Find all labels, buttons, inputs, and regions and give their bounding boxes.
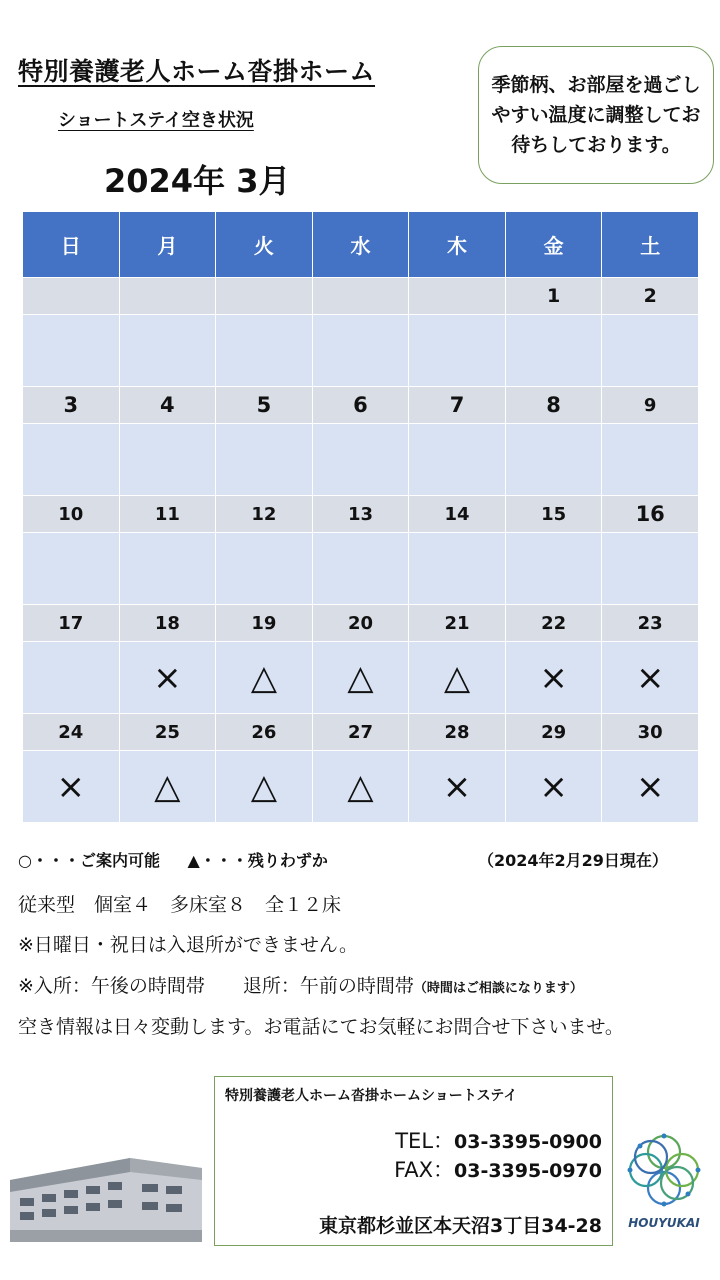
as-of-date: （2024年2月29日現在） [478,851,668,870]
day-cell: 11 [119,496,216,533]
day-cell: 26 [216,714,313,751]
facility-name: 特別養護老人ホーム沓掛ホームショートステイ [225,1088,518,1104]
page-subtitle: ショートステイ空き状況 [58,110,254,131]
day-cell: 6 [312,387,409,424]
day-cell: 23 [602,605,699,642]
status-cell [23,642,120,714]
building-photo [10,1150,202,1242]
address: 東京都杉並区本天沼3丁目34-28 [319,1215,602,1237]
week-3-status [23,533,699,605]
week-5-days [23,714,699,751]
time-note-small: （時間はご相談になります） [413,981,583,996]
status-cell [119,424,216,496]
status-cell [23,315,120,387]
day-cell: 30 [602,714,699,751]
day-cell: 29 [505,714,602,751]
status-cell [505,424,602,496]
day-cell: 12 [216,496,313,533]
calendar-month: 2024年 3月 [104,162,291,200]
day-cell: 28 [409,714,506,751]
status-cell: × [602,642,699,714]
status-cell [119,533,216,605]
week-3-days [23,496,699,533]
day-cell: 7 [409,387,506,424]
day-cell: 19 [216,605,313,642]
status-cell: × [602,751,699,823]
contact-box [214,1076,613,1246]
status-cell [409,424,506,496]
day-cell [216,278,313,315]
tel-label: TEL： [395,1129,455,1153]
day-cell [119,278,216,315]
status-cell [602,315,699,387]
day-cell [23,278,120,315]
week-4-status [23,642,699,714]
status-cell [505,315,602,387]
day-cell: 15 [505,496,602,533]
week-5-status [23,751,699,823]
day-cell [312,278,409,315]
room-info: 従来型 個室４ 多床室８ 全１２床 [18,894,342,916]
status-cell [312,424,409,496]
status-cell [409,533,506,605]
day-cell: 24 [23,714,120,751]
status-cell: △ [216,642,313,714]
week-1-status [23,315,699,387]
day-cell: 22 [505,605,602,642]
fax-number: 03-3395-0970 [454,1160,602,1182]
status-cell [602,533,699,605]
inquiry-note: 空き情報は日々変動します。お電話にてお気軽にお問合せ下さいませ。 [18,1016,624,1038]
logo-text: HOUYUKAI [628,1216,700,1230]
weekday-mon: 月 [119,212,216,278]
day-cell: 1 [505,278,602,315]
status-cell [119,315,216,387]
day-cell: 2 [602,278,699,315]
status-cell: △ [312,642,409,714]
status-cell: × [409,751,506,823]
status-cell: × [505,642,602,714]
fax-label: FAX： [394,1158,455,1182]
status-cell: × [119,642,216,714]
day-cell: 18 [119,605,216,642]
day-cell: 16 [602,496,699,533]
weekday-fri: 金 [505,212,602,278]
day-cell: 17 [23,605,120,642]
legend-available: ○・・・ご案内可能 [18,851,160,870]
time-note-main: ※入所：午後の時間帯 退所：午前の時間帯 [18,975,414,997]
legend-few: ▲・・・残りわずか [187,851,328,870]
fax-line [394,1154,602,1184]
availability-calendar [22,211,699,823]
legend [18,848,350,871]
status-cell: △ [216,751,313,823]
status-cell [216,533,313,605]
status-cell [216,424,313,496]
week-2-status [23,424,699,496]
houyukai-logo-icon [624,1130,704,1210]
status-cell [23,424,120,496]
weekday-sun: 日 [23,212,120,278]
status-cell [312,315,409,387]
day-cell: 5 [216,387,313,424]
status-cell [409,315,506,387]
time-note [18,971,583,998]
page-title: 特別養護老人ホーム沓掛ホーム [18,57,376,86]
notice-box: 季節柄、お部屋を過ごしやすい温度に調整してお待ちしております。 [478,46,714,184]
status-cell [216,315,313,387]
day-cell: 8 [505,387,602,424]
status-cell [312,533,409,605]
weekday-header-row [23,212,699,278]
status-cell [505,533,602,605]
status-cell: × [23,751,120,823]
status-cell: △ [119,751,216,823]
weekday-sat: 土 [602,212,699,278]
status-cell [23,533,120,605]
day-cell: 20 [312,605,409,642]
status-cell [602,424,699,496]
day-cell: 25 [119,714,216,751]
weekday-wed: 水 [312,212,409,278]
weekday-tue: 火 [216,212,313,278]
day-cell: 14 [409,496,506,533]
status-cell: △ [409,642,506,714]
day-cell [409,278,506,315]
day-cell: 27 [312,714,409,751]
status-cell: △ [312,751,409,823]
week-2-days [23,387,699,424]
day-cell: 10 [23,496,120,533]
week-1-days [23,278,699,315]
weekday-thu: 木 [409,212,506,278]
day-cell: 21 [409,605,506,642]
tel-number[interactable]: 03-3395-0900 [454,1131,602,1153]
day-cell: 4 [119,387,216,424]
holiday-note: ※日曜日・祝日は入退所ができません。 [18,934,359,956]
week-4-days [23,605,699,642]
day-cell: 3 [23,387,120,424]
day-cell: 9 [602,387,699,424]
tel-line [395,1125,602,1155]
status-cell: × [505,751,602,823]
day-cell: 13 [312,496,409,533]
